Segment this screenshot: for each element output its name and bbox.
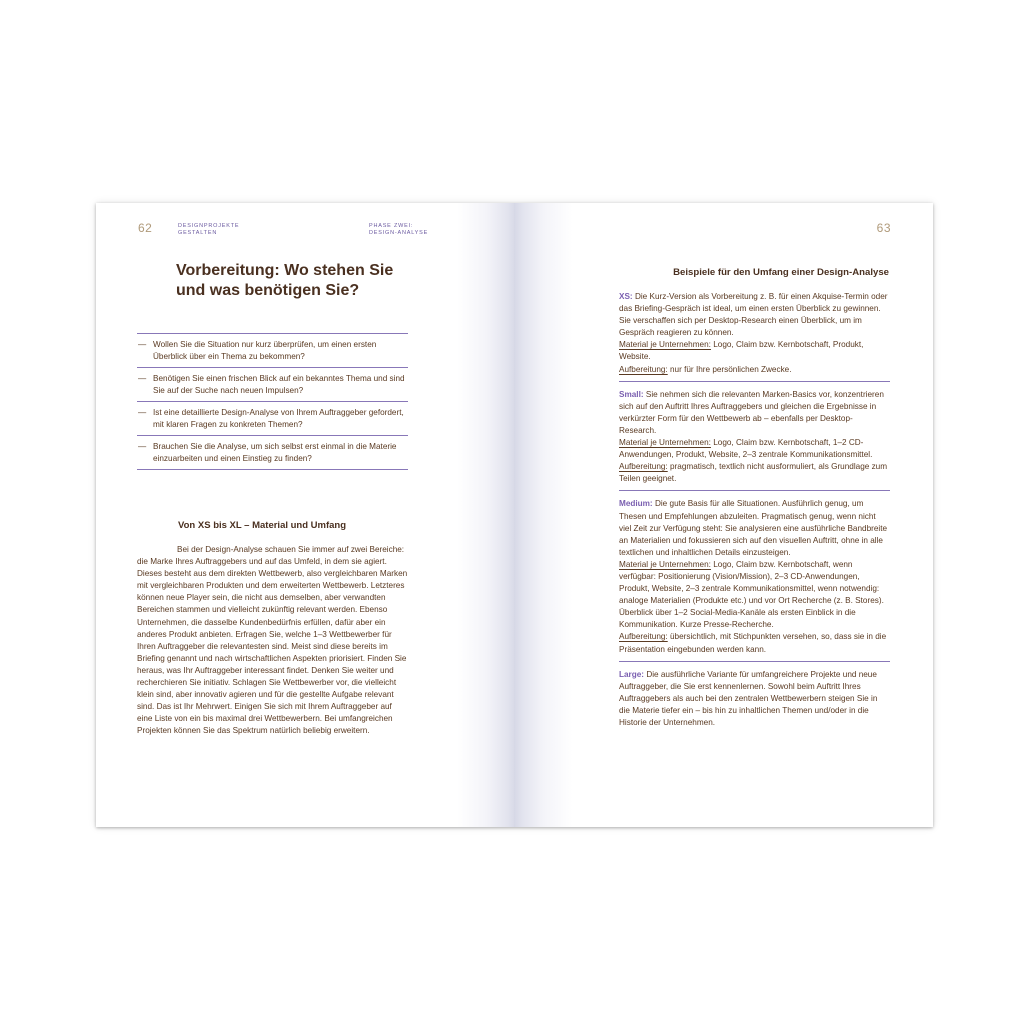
running-head-line: DESIGNPROJEKTE xyxy=(178,223,240,229)
running-head-line: GESTALTEN xyxy=(178,230,218,236)
dash-marker: — xyxy=(138,374,147,383)
material-text: Logo, Claim bzw. Kernbotschaft, wenn verfügbar: Positionierung (Vision/Mission), 2–3 CD-Anwendungen, Produkt, Website, 2–3 zentrale Kommunikationsmittel, wenn notwendig: analoge Materialien (Produkte etc.) und vor Ort Recherche (z. B. Stores). Überblick über 1–2 Social-Media-Kanäle als ersten Einblick in die Kommunikation. Kurze Presse-Recherche. xyxy=(619,559,884,630)
body-paragraph: Bei der Design-Analyse schauen Sie immer auf zwei Bereiche: die Marke Ihres Auftraggebers und auf das Umfeld, in dem sie agiert. Dieses besteht aus dem direkten Wettbewerb, also vergleichbaren Marken mit vergleichbaren Produkten und dem erweiterten Wettbewerb. Letzteres können neue Player sein, die nicht aus demselben, aber verwandten Bereichen stammen und vielleicht zukünftig relevant werden. Ebenso Unternehmen, die dasselbe Kundenbedürfnis erfüllen, dafür aber ein anderes Produkt anbieten. Erfragen Sie, welche 1–3 Wettbewerber für Ihren Auftraggeber die relevantesten sind. Meist sind diese bereits im Briefing genannt und nach wirtschaftlichen Aspekten priorisiert. Finden Sie heraus, was Ihr Auftraggeber interessant findet. Denken Sie weiter und recherchieren Sie initiativ. Schlagen Sie Wettbewerber vor, die vielleicht klein sind, aber innovativ agieren und für die gestellte Aufgabe relevant sind. Das ist Ihr Mehrwert. Einigen Sie sich mit Ihrem Auftraggeber auf eine Liste von ein bis maximal drei Wettbewerbern. Bei umfangreichen Projekten können Sie das Spektrum natürlich beliebig erweitern. xyxy=(137,545,408,736)
question-item xyxy=(137,368,408,402)
example-xs xyxy=(619,291,890,382)
example-small xyxy=(619,389,890,492)
aufbereitung-text: nur für Ihre persönlichen Zwecke. xyxy=(670,364,792,374)
size-label: Small: xyxy=(619,389,644,399)
running-head-line: DESIGN-ANALYSE xyxy=(369,230,429,236)
aufbereitung-text: pragmatisch, textlich nicht ausformuliert, als Grundlage zum Teilen geeignet. xyxy=(619,462,888,484)
material-text: Logo, Claim bzw. Kernbotschaft, 1–2 CD-Anwendungen, Produkt, Website, 2–3 zentrale Kommunikationsmittel. xyxy=(619,438,873,460)
left-page xyxy=(96,203,516,827)
material-text: Logo, Claim bzw. Kernbotschaft, Produkt, Website. xyxy=(619,340,864,362)
page-number: 63 xyxy=(876,221,891,235)
dash-marker: — xyxy=(138,442,147,451)
question-item xyxy=(137,334,408,368)
question-text: Ist eine detaillierte Design-Analyse von Ihrem Auftraggeber gefordert, mit klaren Fragen zu konkreten Themen? xyxy=(153,408,404,429)
running-head-line: PHASE ZWEI: xyxy=(369,223,414,229)
book-spread xyxy=(96,203,933,827)
dash-marker: — xyxy=(138,408,147,417)
question-text: Benötigen Sie einen frischen Blick auf ein bekanntes Thema und sind Sie auf der Suche nach neuen Impulsen? xyxy=(153,374,405,395)
example-large xyxy=(619,669,890,734)
size-label: Large: xyxy=(619,669,645,679)
material-label: Material je Unternehmen: xyxy=(619,438,711,448)
size-examples xyxy=(619,291,890,741)
aufbereitung-text: übersichtlich, mit Stichpunkten versehen, so, dass sie in die Präsentation eingebunden werden kann. xyxy=(619,632,887,654)
question-text: Brauchen Sie die Analyse, um sich selbst erst einmal in die Materie einzuarbeiten und einen Einstieg zu finden? xyxy=(153,442,397,463)
dash-marker: — xyxy=(138,340,147,349)
running-head-book xyxy=(178,223,239,237)
example-intro: Die Kurz-Version als Vorbereitung z. B. für einen Akquise-Termin oder das Briefing-Gespräch ist ideal, um einen ersten Überblick zu gewinnen. Sie verschaffen sich per Desktop-Research einen Überblick, um im Gespräch reagieren zu können. xyxy=(619,292,888,338)
aufbereitung-label: Aufbereitung: xyxy=(619,632,668,642)
title-line: Vorbereitung: Wo stehen Sie xyxy=(176,262,394,279)
right-page xyxy=(514,203,933,827)
size-label: XS: xyxy=(619,292,633,301)
section-heading: Beispiele für den Umfang einer Design-Analyse xyxy=(673,267,889,278)
question-item xyxy=(137,402,408,436)
question-item xyxy=(137,436,408,470)
aufbereitung-label: Aufbereitung: xyxy=(619,364,668,374)
question-list xyxy=(137,333,408,470)
size-label: Medium: xyxy=(619,499,653,509)
running-head-chapter xyxy=(369,223,428,237)
page-title xyxy=(176,261,436,301)
example-intro: Die gute Basis für alle Situationen. Ausführlich genug, um Thesen und Empfehlungen abzuleiten. Pragmatisch genug, wenn nicht viel Zeit zur Verfügung steht: Sie analysieren eine ausführliche Bandbreite an Materialien und fokussieren sich auf den visuellen Auftritt, ohne in alle textlichen und inhaltlichen Details einzusteigen. xyxy=(619,499,888,557)
aufbereitung-label: Aufbereitung: xyxy=(619,462,668,472)
material-label: Material je Unternehmen: xyxy=(619,340,711,350)
question-text: Wollen Sie die Situation nur kurz überprüfen, um einen ersten Überblick über ein Thema zu bekommen? xyxy=(153,340,377,361)
example-medium xyxy=(619,498,890,661)
title-line: und was benötigen Sie? xyxy=(176,282,360,299)
example-intro: Die ausführliche Variante für umfangreichere Projekte und neue Auftraggeber, die Sie erst kennenlernen. Sowohl beim Auftritt Ihres Auftraggebers als auch bei den zentralen Wettbewerbern steigen Sie in die Materie tiefer ein – bis hin zu inhaltlichen Themen und/oder in die Historie der Unternehmen. xyxy=(619,669,878,727)
page-number: 62 xyxy=(138,221,153,235)
section-subheading: Von XS bis XL – Material und Umfang xyxy=(178,520,347,531)
example-intro: Sie nehmen sich die relevanten Marken-Basics vor, konzentrieren sich auf den Auftritt Ihres Auftraggebers und gleichen die Ergebnisse in verkürzter Form für den Wettbewerb ab – ebenfalls per Desktop-Research. xyxy=(619,389,884,435)
material-label: Material je Unternehmen: xyxy=(619,559,711,569)
